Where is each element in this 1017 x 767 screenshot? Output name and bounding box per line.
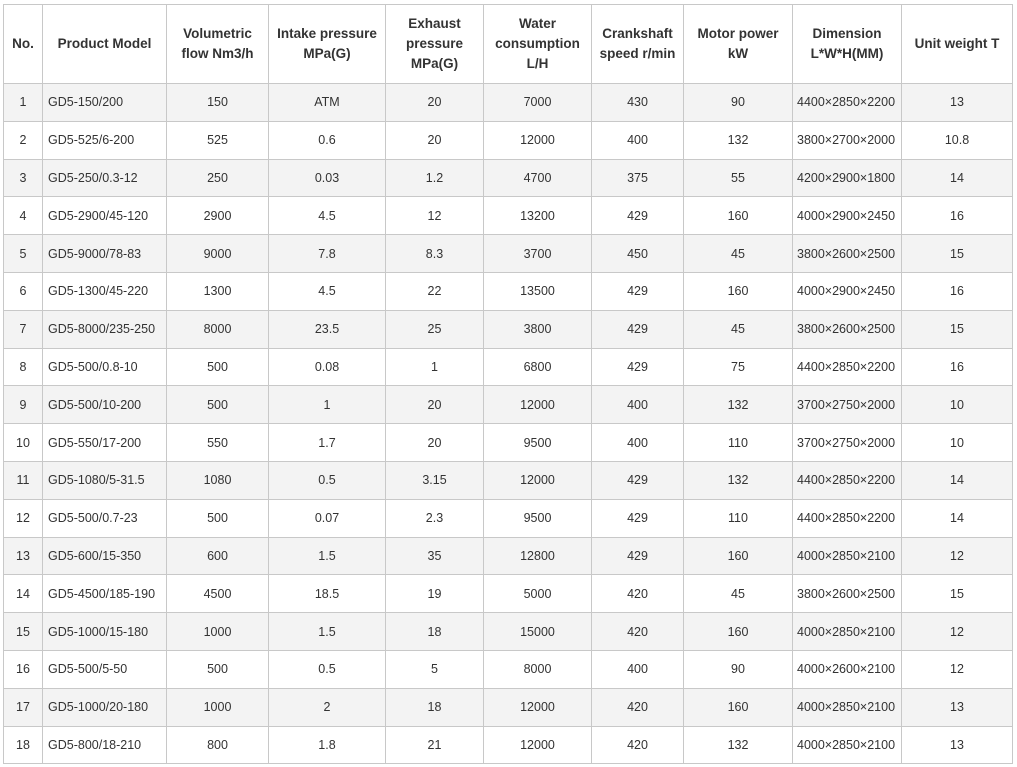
cell-water-consumption: 12000 (484, 688, 592, 726)
cell-unit-weight: 10.8 (902, 121, 1013, 159)
column-header-dimension: Dimension L*W*H(MM) (793, 5, 902, 84)
cell-product-model: GD5-500/5-50 (43, 650, 167, 688)
cell-motor-power: 132 (684, 726, 793, 764)
cell-exhaust-pressure: 18 (386, 613, 484, 651)
cell-water-consumption: 7000 (484, 84, 592, 122)
cell-crankshaft-speed: 400 (592, 386, 684, 424)
cell-unit-weight: 10 (902, 386, 1013, 424)
cell-unit-weight: 14 (902, 461, 1013, 499)
cell-product-model: GD5-1000/20-180 (43, 688, 167, 726)
cell-exhaust-pressure: 20 (386, 424, 484, 462)
table-row (4, 121, 1013, 159)
cell-exhaust-pressure: 25 (386, 310, 484, 348)
cell-crankshaft-speed: 400 (592, 424, 684, 462)
cell-water-consumption: 5000 (484, 575, 592, 613)
cell-motor-power: 110 (684, 424, 793, 462)
cell-volumetric-flow: 1000 (167, 688, 269, 726)
cell-crankshaft-speed: 429 (592, 197, 684, 235)
cell-unit-weight: 12 (902, 537, 1013, 575)
table-row (4, 499, 1013, 537)
cell-volumetric-flow: 9000 (167, 235, 269, 273)
cell-unit-weight: 14 (902, 159, 1013, 197)
cell-water-consumption: 8000 (484, 650, 592, 688)
table-row (4, 575, 1013, 613)
table-row (4, 386, 1013, 424)
cell-unit-weight: 12 (902, 650, 1013, 688)
cell-crankshaft-speed: 420 (592, 575, 684, 613)
cell-crankshaft-speed: 400 (592, 650, 684, 688)
cell-motor-power: 45 (684, 310, 793, 348)
cell-dimension: 3700×2750×2000 (793, 424, 902, 462)
cell-intake-pressure: 0.07 (269, 499, 386, 537)
cell-dimension: 4200×2900×1800 (793, 159, 902, 197)
cell-water-consumption: 12800 (484, 537, 592, 575)
cell-volumetric-flow: 4500 (167, 575, 269, 613)
cell-water-consumption: 15000 (484, 613, 592, 651)
cell-crankshaft-speed: 420 (592, 726, 684, 764)
cell-product-model: GD5-800/18-210 (43, 726, 167, 764)
cell-exhaust-pressure: 35 (386, 537, 484, 575)
cell-motor-power: 90 (684, 84, 793, 122)
table-header (4, 5, 1013, 84)
cell-crankshaft-speed: 400 (592, 121, 684, 159)
cell-no: 14 (4, 575, 43, 613)
cell-exhaust-pressure: 20 (386, 386, 484, 424)
cell-no: 9 (4, 386, 43, 424)
cell-unit-weight: 15 (902, 575, 1013, 613)
cell-motor-power: 160 (684, 688, 793, 726)
column-header-product-model: Product Model (43, 5, 167, 84)
cell-volumetric-flow: 500 (167, 499, 269, 537)
cell-no: 6 (4, 272, 43, 310)
cell-exhaust-pressure: 8.3 (386, 235, 484, 273)
cell-motor-power: 90 (684, 650, 793, 688)
table-row (4, 197, 1013, 235)
cell-volumetric-flow: 150 (167, 84, 269, 122)
table-row (4, 726, 1013, 764)
cell-exhaust-pressure: 20 (386, 84, 484, 122)
cell-volumetric-flow: 600 (167, 537, 269, 575)
cell-product-model: GD5-150/200 (43, 84, 167, 122)
cell-exhaust-pressure: 22 (386, 272, 484, 310)
cell-dimension: 4400×2850×2200 (793, 348, 902, 386)
cell-crankshaft-speed: 429 (592, 537, 684, 575)
cell-exhaust-pressure: 3.15 (386, 461, 484, 499)
cell-volumetric-flow: 800 (167, 726, 269, 764)
cell-unit-weight: 14 (902, 499, 1013, 537)
cell-motor-power: 75 (684, 348, 793, 386)
header-row (4, 5, 1013, 84)
cell-intake-pressure: 4.5 (269, 197, 386, 235)
cell-dimension: 3800×2600×2500 (793, 310, 902, 348)
cell-motor-power: 45 (684, 575, 793, 613)
cell-motor-power: 160 (684, 537, 793, 575)
cell-dimension: 4000×2850×2100 (793, 726, 902, 764)
cell-dimension: 4000×2850×2100 (793, 688, 902, 726)
cell-product-model: GD5-4500/185-190 (43, 575, 167, 613)
cell-volumetric-flow: 525 (167, 121, 269, 159)
table-row (4, 84, 1013, 122)
cell-intake-pressure: 1.5 (269, 613, 386, 651)
cell-intake-pressure: 23.5 (269, 310, 386, 348)
cell-water-consumption: 12000 (484, 726, 592, 764)
cell-crankshaft-speed: 420 (592, 613, 684, 651)
cell-unit-weight: 15 (902, 235, 1013, 273)
cell-product-model: GD5-2900/45-120 (43, 197, 167, 235)
cell-volumetric-flow: 250 (167, 159, 269, 197)
cell-motor-power: 110 (684, 499, 793, 537)
cell-intake-pressure: ATM (269, 84, 386, 122)
cell-intake-pressure: 1.7 (269, 424, 386, 462)
cell-crankshaft-speed: 420 (592, 688, 684, 726)
table-row (4, 424, 1013, 462)
table-row (4, 650, 1013, 688)
cell-product-model: GD5-600/15-350 (43, 537, 167, 575)
cell-dimension: 4000×2600×2100 (793, 650, 902, 688)
table-row (4, 613, 1013, 651)
cell-no: 16 (4, 650, 43, 688)
cell-motor-power: 55 (684, 159, 793, 197)
column-header-exhaust-pressure: Exhaust pressure MPa(G) (386, 5, 484, 84)
column-header-unit-weight: Unit weight T (902, 5, 1013, 84)
cell-crankshaft-speed: 429 (592, 499, 684, 537)
cell-no: 1 (4, 84, 43, 122)
cell-unit-weight: 13 (902, 688, 1013, 726)
column-header-volumetric-flow: Volumetric flow Nm3/h (167, 5, 269, 84)
cell-dimension: 4000×2850×2100 (793, 613, 902, 651)
cell-no: 5 (4, 235, 43, 273)
column-header-water-consumption: Water consumption L/H (484, 5, 592, 84)
cell-dimension: 3700×2750×2000 (793, 386, 902, 424)
cell-water-consumption: 9500 (484, 424, 592, 462)
cell-unit-weight: 16 (902, 348, 1013, 386)
cell-product-model: GD5-500/0.7-23 (43, 499, 167, 537)
cell-dimension: 3800×2600×2500 (793, 575, 902, 613)
cell-no: 13 (4, 537, 43, 575)
cell-unit-weight: 12 (902, 613, 1013, 651)
cell-intake-pressure: 2 (269, 688, 386, 726)
cell-product-model: GD5-250/0.3-12 (43, 159, 167, 197)
cell-unit-weight: 10 (902, 424, 1013, 462)
cell-volumetric-flow: 500 (167, 650, 269, 688)
cell-product-model: GD5-550/17-200 (43, 424, 167, 462)
column-header-crankshaft-speed: Crankshaft speed r/min (592, 5, 684, 84)
table-row (4, 461, 1013, 499)
column-header-no: No. (4, 5, 43, 84)
cell-motor-power: 45 (684, 235, 793, 273)
cell-dimension: 4400×2850×2200 (793, 461, 902, 499)
cell-dimension: 4400×2850×2200 (793, 84, 902, 122)
cell-intake-pressure: 1.5 (269, 537, 386, 575)
cell-dimension: 4400×2850×2200 (793, 499, 902, 537)
cell-no: 2 (4, 121, 43, 159)
column-header-intake-pressure: Intake pressure MPa(G) (269, 5, 386, 84)
cell-crankshaft-speed: 430 (592, 84, 684, 122)
cell-product-model: GD5-1300/45-220 (43, 272, 167, 310)
cell-product-model: GD5-8000/235-250 (43, 310, 167, 348)
cell-no: 18 (4, 726, 43, 764)
cell-exhaust-pressure: 18 (386, 688, 484, 726)
cell-product-model: GD5-9000/78-83 (43, 235, 167, 273)
cell-crankshaft-speed: 429 (592, 348, 684, 386)
cell-no: 10 (4, 424, 43, 462)
cell-no: 11 (4, 461, 43, 499)
cell-no: 17 (4, 688, 43, 726)
cell-motor-power: 132 (684, 386, 793, 424)
cell-crankshaft-speed: 429 (592, 310, 684, 348)
table-row (4, 310, 1013, 348)
cell-dimension: 3800×2600×2500 (793, 235, 902, 273)
cell-water-consumption: 12000 (484, 386, 592, 424)
cell-water-consumption: 3800 (484, 310, 592, 348)
cell-volumetric-flow: 2900 (167, 197, 269, 235)
table-body (4, 84, 1013, 764)
cell-intake-pressure: 1.8 (269, 726, 386, 764)
cell-volumetric-flow: 8000 (167, 310, 269, 348)
cell-intake-pressure: 0.6 (269, 121, 386, 159)
cell-product-model: GD5-525/6-200 (43, 121, 167, 159)
table-row (4, 235, 1013, 273)
cell-unit-weight: 13 (902, 84, 1013, 122)
cell-motor-power: 160 (684, 613, 793, 651)
cell-dimension: 3800×2700×2000 (793, 121, 902, 159)
table-row (4, 348, 1013, 386)
cell-no: 7 (4, 310, 43, 348)
cell-no: 12 (4, 499, 43, 537)
cell-unit-weight: 15 (902, 310, 1013, 348)
cell-exhaust-pressure: 2.3 (386, 499, 484, 537)
cell-water-consumption: 3700 (484, 235, 592, 273)
cell-motor-power: 132 (684, 461, 793, 499)
cell-intake-pressure: 4.5 (269, 272, 386, 310)
cell-unit-weight: 16 (902, 197, 1013, 235)
cell-product-model: GD5-500/0.8-10 (43, 348, 167, 386)
table-row (4, 159, 1013, 197)
cell-intake-pressure: 0.5 (269, 461, 386, 499)
cell-water-consumption: 12000 (484, 121, 592, 159)
cell-motor-power: 160 (684, 272, 793, 310)
cell-no: 8 (4, 348, 43, 386)
cell-dimension: 4000×2900×2450 (793, 272, 902, 310)
cell-product-model: GD5-1080/5-31.5 (43, 461, 167, 499)
cell-water-consumption: 9500 (484, 499, 592, 537)
cell-volumetric-flow: 1000 (167, 613, 269, 651)
cell-no: 4 (4, 197, 43, 235)
cell-volumetric-flow: 1080 (167, 461, 269, 499)
cell-intake-pressure: 7.8 (269, 235, 386, 273)
cell-unit-weight: 16 (902, 272, 1013, 310)
cell-no: 15 (4, 613, 43, 651)
table-row (4, 272, 1013, 310)
cell-water-consumption: 13500 (484, 272, 592, 310)
cell-exhaust-pressure: 20 (386, 121, 484, 159)
product-spec-table (3, 4, 1013, 764)
cell-water-consumption: 12000 (484, 461, 592, 499)
cell-dimension: 4000×2850×2100 (793, 537, 902, 575)
cell-intake-pressure: 0.5 (269, 650, 386, 688)
cell-volumetric-flow: 500 (167, 386, 269, 424)
cell-motor-power: 132 (684, 121, 793, 159)
cell-water-consumption: 13200 (484, 197, 592, 235)
cell-exhaust-pressure: 1 (386, 348, 484, 386)
cell-volumetric-flow: 550 (167, 424, 269, 462)
cell-volumetric-flow: 1300 (167, 272, 269, 310)
cell-product-model: GD5-1000/15-180 (43, 613, 167, 651)
cell-unit-weight: 13 (902, 726, 1013, 764)
cell-exhaust-pressure: 1.2 (386, 159, 484, 197)
cell-exhaust-pressure: 21 (386, 726, 484, 764)
cell-intake-pressure: 1 (269, 386, 386, 424)
cell-intake-pressure: 0.03 (269, 159, 386, 197)
cell-no: 3 (4, 159, 43, 197)
column-header-motor-power: Motor power kW (684, 5, 793, 84)
table-row (4, 537, 1013, 575)
cell-motor-power: 160 (684, 197, 793, 235)
cell-volumetric-flow: 500 (167, 348, 269, 386)
cell-exhaust-pressure: 12 (386, 197, 484, 235)
cell-intake-pressure: 18.5 (269, 575, 386, 613)
cell-water-consumption: 4700 (484, 159, 592, 197)
cell-crankshaft-speed: 375 (592, 159, 684, 197)
table-row (4, 688, 1013, 726)
cell-crankshaft-speed: 429 (592, 272, 684, 310)
cell-exhaust-pressure: 5 (386, 650, 484, 688)
cell-water-consumption: 6800 (484, 348, 592, 386)
cell-dimension: 4000×2900×2450 (793, 197, 902, 235)
cell-intake-pressure: 0.08 (269, 348, 386, 386)
cell-crankshaft-speed: 450 (592, 235, 684, 273)
cell-crankshaft-speed: 429 (592, 461, 684, 499)
cell-product-model: GD5-500/10-200 (43, 386, 167, 424)
cell-exhaust-pressure: 19 (386, 575, 484, 613)
